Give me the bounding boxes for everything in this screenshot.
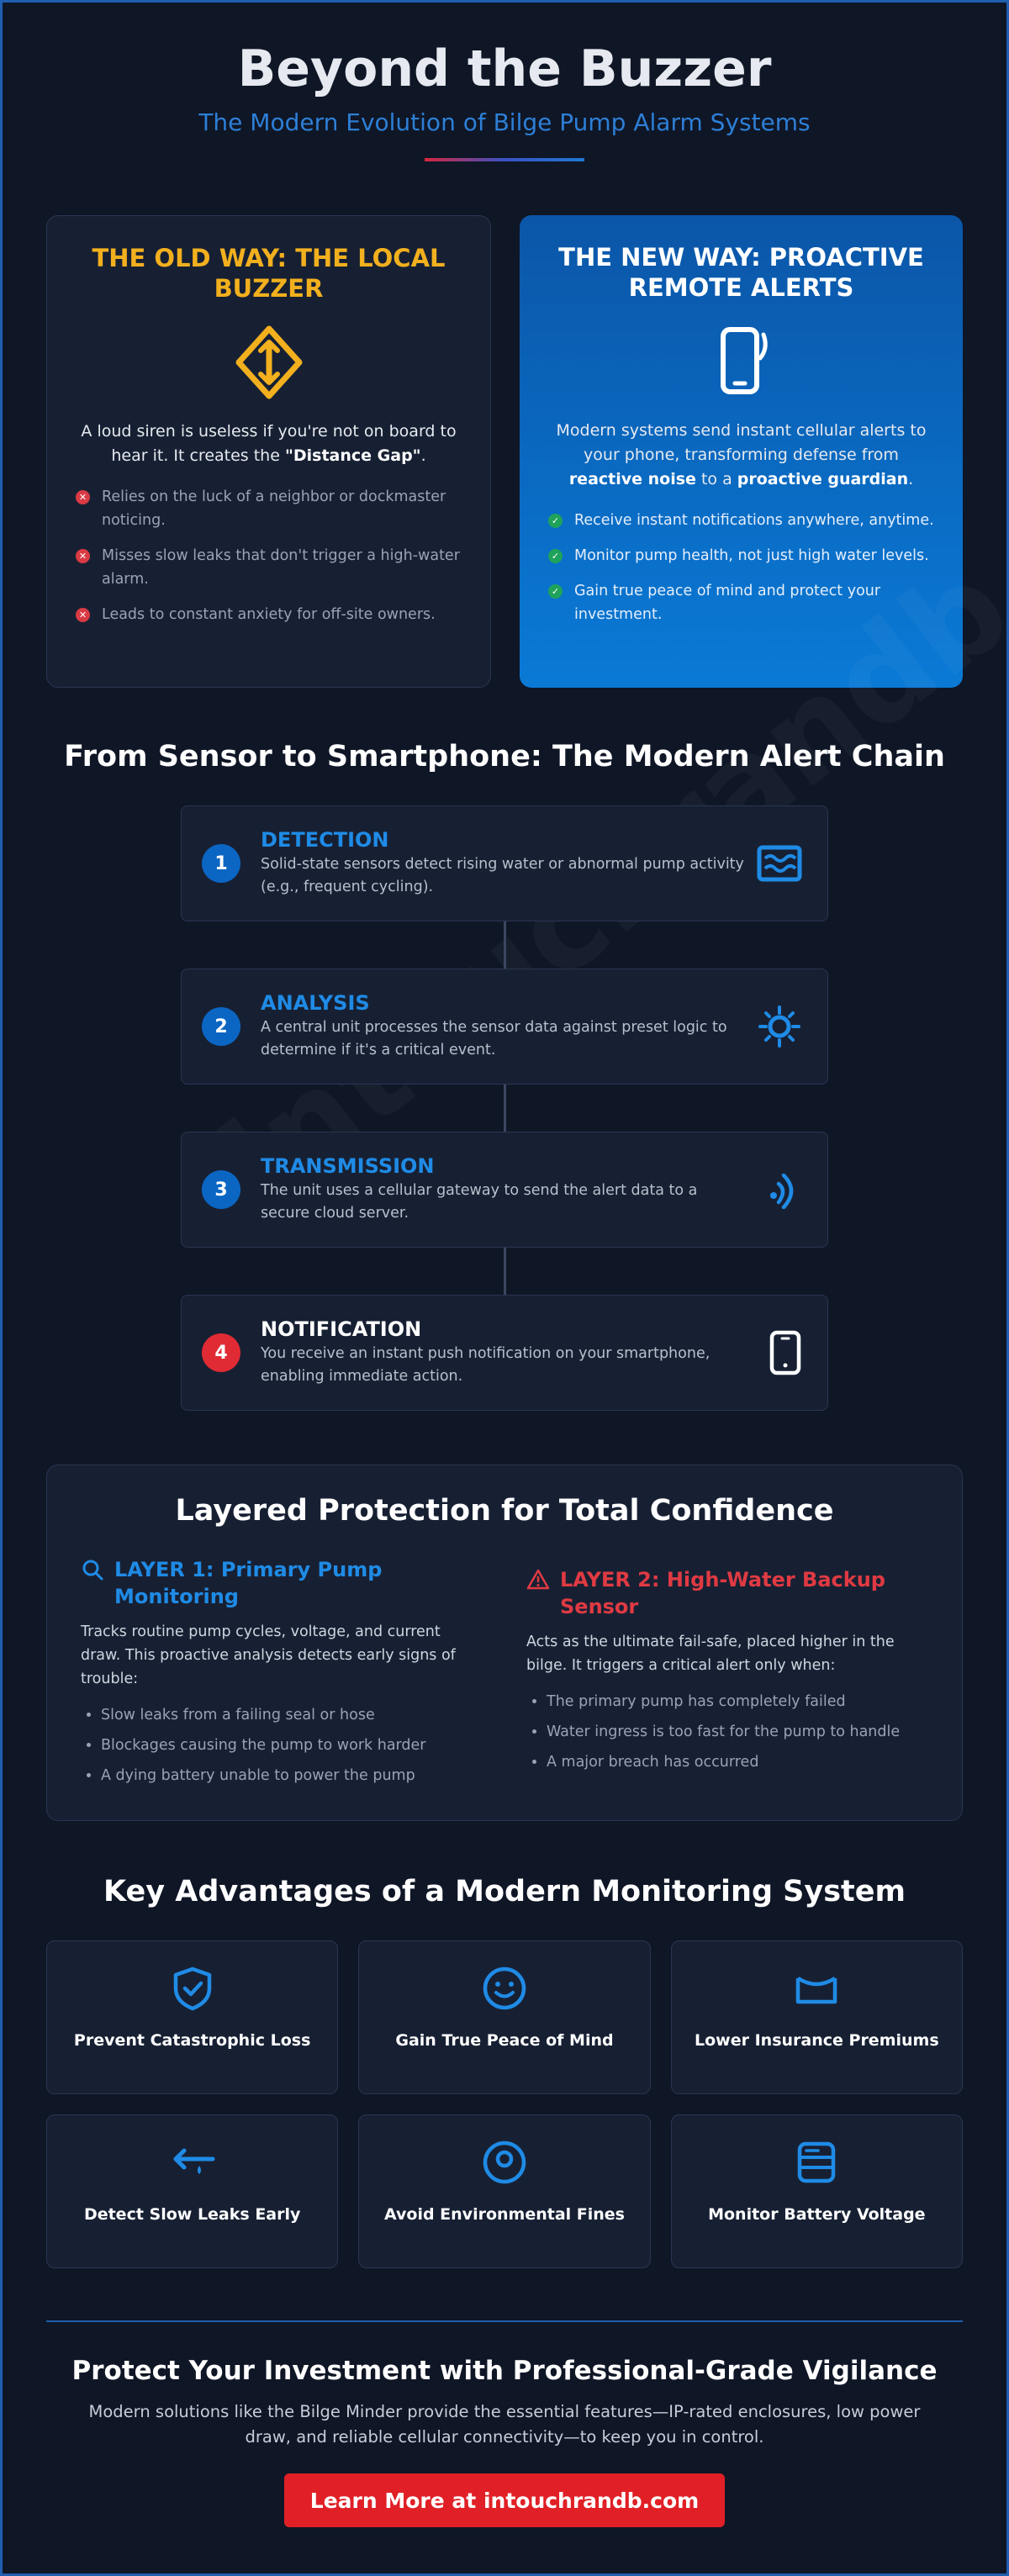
list-item: ✕ Leads to constant anxiety for off-site owners. <box>76 603 462 626</box>
step-number: 1 <box>202 844 240 883</box>
advantage-card <box>358 2114 650 2268</box>
list-item: • A dying battery unable to power the pump <box>101 1766 483 1785</box>
cta-section <box>3 2356 1006 2527</box>
smartphone-icon <box>750 1330 802 1375</box>
step-title: DETECTION <box>261 828 389 852</box>
wallet-icon <box>793 1965 840 2015</box>
check-circle-icon: ✓ <box>548 549 563 563</box>
chain-step-detection <box>181 805 828 921</box>
water-sensor-icon <box>750 845 802 882</box>
leak-icon <box>169 2139 216 2189</box>
x-circle-icon: ✕ <box>76 549 90 563</box>
chain-step-notification <box>181 1295 828 1411</box>
step-number: 2 <box>202 1007 240 1046</box>
layer-text: Acts as the ultimate fail-safe, placed higher in the bilge. It triggers a critical alert only when: <box>526 1634 895 1674</box>
processor-icon <box>750 1004 802 1049</box>
list-item: ✕ Relies on the luck of a neighbor or dockmaster noticing. <box>76 485 462 532</box>
list-item: • The primary pump has completely failed <box>547 1692 928 1711</box>
list-item: ✓ Monitor pump health, not just high water levels. <box>548 544 934 567</box>
layer-text: Tracks routine pump cycles, voltage, and current draw. This proactive analysis detects early signs of trouble: <box>81 1623 456 1687</box>
advantage-label: Detect Slow Leaks Early <box>83 2205 301 2224</box>
warning-icon <box>526 1566 550 1620</box>
advantage-label: Avoid Environmental Fines <box>383 2205 625 2224</box>
list-item: • Blockages causing the pump to work harder <box>101 1736 483 1755</box>
chain-connector <box>504 921 506 969</box>
step-number: 3 <box>202 1170 240 1209</box>
step-title: TRANSMISSION <box>261 1154 435 1178</box>
title-divider <box>425 158 584 161</box>
step-text: Solid-state sensors detect rising water or abnormal pump activity (e.g., frequent cycling). <box>261 856 744 895</box>
check-circle-icon: ✓ <box>548 514 563 528</box>
page-subtitle: The Modern Evolution of Bilge Pump Alarm Systems <box>198 108 811 136</box>
alert-chain <box>181 805 828 1411</box>
advantage-card <box>671 2114 963 2268</box>
layers-title: Layered Protection for Total Confidence <box>175 1494 834 1528</box>
layer-title: LAYER 2: High-Water Backup Sensor <box>560 1568 885 1618</box>
old-way-title: THE OLD WAY: THE LOCAL BUZZER <box>92 244 446 303</box>
search-icon <box>81 1556 104 1610</box>
step-title: NOTIFICATION <box>261 1317 422 1341</box>
list-item: • Slow leaks from a failing seal or hose <box>101 1706 483 1724</box>
layered-protection-section <box>46 1465 963 1821</box>
layer-1 <box>81 1556 483 1797</box>
battery-icon <box>793 2139 840 2189</box>
signal-icon <box>750 1170 802 1209</box>
chain-step-analysis <box>181 969 828 1085</box>
advantages-grid <box>46 1940 963 2268</box>
advantage-card <box>46 2114 338 2268</box>
new-way-lead: Modern systems send instant cellular alerts to your phone, transforming defense from reactive noise to a proactive guardian. <box>556 421 927 488</box>
list-item: ✓ Gain true peace of mind and protect your investment. <box>548 579 934 626</box>
old-way-lead: A loud siren is useless if you're not on board to hear it. It creates the "Distance Gap". <box>81 422 457 465</box>
list-item: ✓ Receive instant notifications anywhere, anytime. <box>548 509 934 532</box>
check-circle-icon: ✓ <box>548 584 563 599</box>
advantage-card <box>46 1940 338 2094</box>
new-way-card <box>520 215 963 688</box>
page-title: Beyond the Buzzer <box>237 40 772 98</box>
cta-text: Modern solutions like the Bilge Minder provide the essential features—IP-rated enclosures, low power draw, and reliable cellular connectivity—to keep you in control. <box>88 2402 921 2447</box>
section-divider <box>46 2320 963 2322</box>
advantage-label: Lower Insurance Premiums <box>695 2031 939 2050</box>
advantage-label: Monitor Battery Voltage <box>708 2205 926 2224</box>
old-way-card <box>46 215 491 688</box>
buzzer-alert-icon <box>76 324 462 401</box>
advantages-title: Key Advantages of a Modern Monitoring System <box>103 1875 906 1908</box>
cta-title: Protect Your Investment with Professional-Grade Vigilance <box>71 2356 938 2386</box>
chain-step-transmission <box>181 1132 828 1248</box>
advantage-label: Gain True Peace of Mind <box>395 2031 614 2050</box>
advantage-card <box>671 1940 963 2094</box>
layer-title: LAYER 1: Primary Pump Monitoring <box>114 1558 383 1608</box>
list-item: ✕ Misses slow leaks that don't trigger a high-water alarm. <box>76 544 462 591</box>
list-item: • Water ingress is too fast for the pump to handle <box>547 1723 928 1741</box>
phone-alert-icon <box>548 323 934 400</box>
step-text: A central unit processes the sensor data against preset logic to determine if it's a critical event. <box>261 1019 727 1058</box>
chain-connector <box>504 1085 506 1132</box>
smile-icon <box>481 1965 528 2015</box>
x-circle-icon: ✕ <box>76 608 90 622</box>
new-way-list <box>548 509 934 626</box>
advantage-card <box>358 1940 650 2094</box>
step-text: You receive an instant push notification on your smartphone, enabling immediate action. <box>261 1345 711 1385</box>
step-text: The unit uses a cellular gateway to send the alert data to a secure cloud server. <box>261 1182 698 1222</box>
old-way-list <box>76 485 462 626</box>
comparison-section <box>46 215 963 688</box>
advantage-label: Prevent Catastrophic Loss <box>73 2031 311 2050</box>
step-title: ANALYSIS <box>261 991 370 1015</box>
page-header <box>3 3 1006 161</box>
new-way-title: THE NEW WAY: PROACTIVE REMOTE ALERTS <box>558 243 924 302</box>
x-circle-icon: ✕ <box>76 490 90 504</box>
list-item: • A major breach has occurred <box>547 1753 928 1771</box>
step-number: 4 <box>202 1333 240 1372</box>
learn-more-button[interactable]: Learn More at intouchrandb.com <box>284 2473 725 2527</box>
shield-check-icon <box>169 1965 216 2015</box>
alert-chain-title: From Sensor to Smartphone: The Modern Alert Chain <box>64 740 945 773</box>
chain-connector <box>504 1248 506 1295</box>
layer-2 <box>526 1556 928 1797</box>
location-icon <box>481 2139 528 2189</box>
